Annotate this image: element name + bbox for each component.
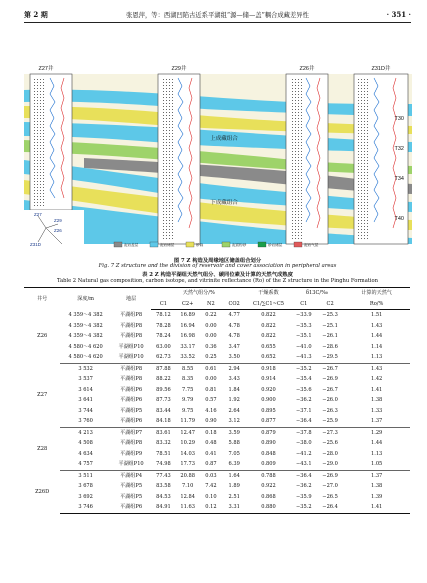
table-cell: 78.24 [156,333,171,340]
table-cell: 0.922 [261,483,276,490]
table-cell: 0.48 [205,440,217,447]
table-cell: 0.18 [205,429,217,436]
table-cell: 87.73 [156,397,171,404]
table-row [24,492,410,503]
map-label: Z27 [34,212,42,217]
location-map [24,210,84,250]
legend-label: 泥质粉砂 [232,243,247,247]
table-cell: 2.51 [228,493,240,500]
table-cell: 1.43 [370,322,383,329]
table-cell: 1.13 [370,450,383,457]
table-cell: 平湖组P7 [120,429,143,436]
table-cell: 平湖组P8 [120,440,143,447]
well-label: Z27井 [38,66,54,72]
legend-swatch [150,242,158,247]
table-cell: −37.8 [296,429,312,436]
table-cell: 4.16 [205,407,217,414]
table-cell: 89.56 [156,386,171,393]
table-cell: 0.895 [261,407,276,414]
table-cell: 平湖组P6 [120,386,143,393]
col-header-co2: CO2 [222,299,246,310]
horizon-label: T40 [394,216,404,222]
table-cell: 平湖组P4 [120,472,143,479]
table-row [24,470,410,481]
legend-swatch [258,242,266,247]
table-cell: 3.31 [222,502,246,513]
table-cell: 33.17 [180,343,195,350]
table-cell: 0.920 [261,386,276,393]
table-cell: −28.0 [322,450,338,457]
table-cell: 78.28 [156,322,171,329]
legend-swatch [222,242,230,247]
table-cell: −43.1 [291,459,317,470]
legend-label: 泥岩气层 [304,243,319,247]
table-cell: 8.35 [182,376,194,383]
table-cell: 0.877 [246,416,290,427]
table-row [24,342,410,353]
table-cell: 1.84 [228,386,240,393]
legend-swatch [294,242,302,247]
well-cell: Z27 [37,392,48,398]
table-cell: 1.13 [343,352,410,363]
well-cell: Z28 [37,445,48,452]
table-cell: 平湖组P8 [120,365,143,372]
table-cell: 87.88 [156,365,171,372]
table-cell: 0.81 [205,386,217,393]
table-cell: 平湖组P10 [118,343,144,350]
table-cell: 0.879 [261,429,276,436]
table-cell: 0.25 [200,352,222,363]
map-label: Z29 [54,218,62,223]
col-header-iso-c2: C2 [317,299,343,310]
running-title: 张恩萍，等：西湖凹陷古近系平湖组“源—储—盖”耦合成藏差异性 [126,12,309,19]
table-cell: 83.58 [156,483,171,490]
table-cell: 0.788 [261,472,276,479]
table-cell: 17.73 [176,459,200,470]
table-cell: 4.77 [228,312,240,319]
table-cell: 11.79 [176,416,200,427]
table-cell: 5.88 [228,440,240,447]
col-header-dry-formula: C1/∑C1~C5 [246,299,290,310]
table-cell: −25.1 [322,322,338,329]
table-cell: 0.22 [205,312,217,319]
table-cell: −35.1 [296,333,312,340]
table-row [24,427,410,438]
table-cell: 0.87 [200,459,222,470]
table-cell: −41.3 [291,352,317,363]
table-cell: −36.4 [291,416,317,427]
table-cell: 0.848 [261,450,276,457]
legend-swatch [114,242,122,247]
table-caption-en: Table 2 Natural gas composition, carbon isotope, and vitrinite reflectance (Ro) of the Z structure in the Pinghu Formation [56,278,379,284]
table-row [24,449,410,460]
table-cell: 0.00 [205,376,217,383]
table-cell: 1.89 [228,483,240,490]
table-cell: 平湖组P8 [120,376,143,383]
table-cell: 33.52 [176,352,200,363]
table-cell: 10.29 [180,440,195,447]
table-cell: −36.2 [296,397,312,404]
table-row [24,374,410,385]
table-cell: 0.822 [261,333,276,340]
table-cell: 3 532 [78,365,93,372]
map-label: Z26 [54,228,62,233]
table-row [24,395,410,406]
col-header-isotope: δ13C/‰ [291,288,344,299]
table-cell: 平湖组P5 [120,483,143,490]
table-cell: 0.655 [261,343,276,350]
col-header-composition: 天然气组分/% [151,288,246,299]
legend-label: 砂砾 [196,243,204,247]
table-row [24,385,410,396]
table-cell: −35.6 [296,386,312,393]
table-cell: −26.5 [322,493,338,500]
table-cell: 平湖组P10 [111,459,151,470]
table-cell: 3 760 [60,416,111,427]
table-row [24,331,410,342]
table-cell: 0.36 [205,343,217,350]
table-cell: 84.91 [151,502,175,513]
table-cell: 84.53 [156,493,171,500]
page-header [24,8,411,23]
col-header-ro-unit: Ro/% [343,299,410,310]
table-cell: 0.809 [246,459,290,470]
table-cell: 0.61 [205,365,217,372]
table-cell: 9.75 [182,407,194,414]
table-cell: 3 641 [78,397,93,404]
table-cell: −26.0 [322,397,338,404]
legend-swatch [186,242,194,247]
table-cell: −35.2 [296,365,312,372]
table-cell: 77.43 [156,472,171,479]
table-cell: −35.2 [291,502,317,513]
table-cell: 12.47 [180,429,195,436]
table-row [24,502,410,513]
table-cell: 1.41 [343,502,410,513]
table-cell: 1.42 [370,376,383,383]
table-cell: 0.652 [246,352,290,363]
table-cell: 4 580～4 620 [60,352,111,363]
table-cell: 12.84 [180,493,195,500]
table-cell: 7.75 [182,386,194,393]
horizon-label: T34 [394,176,404,182]
horizon-label: T32 [394,146,404,152]
table-cell: 1.92 [228,397,240,404]
table-cell: 0.822 [261,322,276,329]
table-cell: 83.61 [156,429,171,436]
col-header-c1: C1 [151,299,175,310]
upper-assemblage-label: 上成藏组合 [210,136,238,142]
table-cell: 3.47 [228,343,240,350]
table-cell: −35.3 [296,322,312,329]
table-cell: −33.9 [296,312,312,319]
table-cell: 4 359～4 382 [68,322,103,329]
table-cell: −29.5 [317,352,343,363]
table-cell: 平湖组P9 [120,450,143,457]
table-cell: 4 580～4 620 [68,343,103,350]
table-cell: 0.41 [205,450,217,457]
table-cell: −26.3 [322,407,338,414]
table-cell: 1.37 [370,472,383,479]
table-cell: 20.88 [180,472,195,479]
table-cell: 78.51 [156,450,171,457]
table-cell: 4 213 [78,429,93,436]
table-cell: −35.9 [296,493,312,500]
table-cell: 16.89 [180,312,195,319]
gas-composition-table [24,287,410,514]
table-cell: 1.43 [370,365,383,372]
table-cell: 0.00 [205,322,217,329]
table-cell: 3 511 [78,472,93,479]
table-cell: 1.41 [370,386,383,393]
col-header-c2plus: C2+ [176,299,200,310]
col-header-n2: N2 [200,299,222,310]
table-cell: 4.78 [228,322,240,329]
issue-number: 第 2 期 [24,10,48,19]
table-cell: −37.1 [296,407,312,414]
table-cell: 1.29 [370,429,383,436]
table-cell: 4 359～4 382 [68,333,103,340]
table-cell: 0.890 [261,440,276,447]
table-row [24,352,410,363]
table-cell: 1.14 [370,343,383,350]
table-cell: 平湖组P5 [120,407,143,414]
table-cell: 2.94 [228,365,240,372]
table-cell: 1.05 [343,459,410,470]
table-cell: 78.12 [156,312,171,319]
table-cell: −41.0 [296,343,312,350]
table-cell: 4 359～4 382 [68,312,103,318]
table-cell: −26.7 [322,365,338,372]
table-cell: 0.03 [205,472,217,479]
table-cell: 16.94 [180,322,195,329]
table-cell: 3 614 [78,386,93,393]
table-cell: 0.822 [261,312,276,319]
col-header-layer: 地层 [111,288,151,310]
well-label: Z26井 [299,66,315,72]
col-header-iso-c1: C1 [291,299,317,310]
table-cell: 0.900 [261,397,276,404]
table-cell: −26.7 [322,386,338,393]
table-cell: 3 744 [78,407,93,414]
table-cell: 平湖组P8 [120,322,143,329]
legend-label: 泥岩盖层 [124,243,139,247]
table-cell: 14.03 [180,450,195,457]
table-cell: 0.868 [261,493,276,500]
reservoir-cross-section-figure [24,60,412,254]
table-cell: 0.12 [200,502,222,513]
table-cell: 2.64 [228,407,240,414]
well-cell: Z26D [35,488,50,495]
table-cell: −26.9 [322,472,338,479]
table-cell: 4 634 [78,450,93,457]
table-cell: 11.63 [176,502,200,513]
table-row [24,310,410,321]
map-label: Z31D [30,242,42,247]
table-cell: 4 757 [60,459,111,470]
table-cell: −29.0 [317,459,343,470]
table-cell: 1.39 [370,493,383,500]
table-row [24,321,410,332]
col-header-depth: 深度/m [60,288,111,310]
table-cell: 1.51 [370,312,383,319]
col-header-well: 井号 [24,288,60,310]
table-cell: 平湖组P8 [120,312,143,318]
table-cell: 63.00 [156,343,171,350]
table-cell: 83.32 [156,440,171,447]
legend-label: 砂岩储层 [268,243,283,247]
table-cell: 3 678 [78,483,93,490]
table-cell: 3.59 [228,429,240,436]
table-cell: 88.22 [156,376,171,383]
table-cell: −35.4 [296,376,312,383]
table-cell: 平湖组P5 [120,493,143,500]
table-row [24,438,410,449]
figure-caption-en: Fig. 7 Z structure and the division of reservoir and cover association in peripheral areas [98,263,337,269]
well-label: Z31D井 [371,66,391,72]
table-row [24,363,410,374]
table-cell: 1.64 [228,472,240,479]
table-cell: 3 692 [78,493,93,500]
table-cell: 83.44 [156,407,171,414]
table-cell: 8.55 [182,365,194,372]
table-cell: 0.57 [205,397,217,404]
table-cell: −36.4 [296,472,312,479]
table-cell: 3 537 [78,376,93,383]
table-cell: 16.98 [180,333,195,340]
table-cell: −25.6 [322,440,338,447]
table-cell: 平湖组P6 [120,397,143,404]
well-cell: Z26 [37,333,48,340]
table-cell: −36.2 [296,483,312,490]
table-cell: −26.4 [317,502,343,513]
table-cell: 84.18 [151,416,175,427]
table-cell: 4.78 [228,333,240,340]
table-cell: 平湖组P8 [120,333,143,340]
table-cell: 7.05 [228,450,240,457]
figure-caption-cn: 图 7 Z 构造及周缘地区储盖组合划分 [173,258,262,264]
col-header-ro: 计算的天然气 [343,288,410,299]
legend-label: 泥岩储层 [160,243,175,247]
table-cell: 62.73 [151,352,175,363]
table-cell: −28.6 [322,343,338,350]
table-cell: −27.0 [322,483,338,490]
table-cell: 3 746 [60,502,111,513]
page-number: · 351 · [386,10,411,19]
table-cell: 0.90 [200,416,222,427]
table-cell: 3.43 [228,376,240,383]
table-cell: 0.00 [205,333,217,340]
horizon-label: T30 [394,116,404,122]
table-cell: 6.39 [222,459,246,470]
table-cell: 74.98 [151,459,175,470]
table-cell: 7.42 [205,483,217,490]
table-cell: −41.2 [296,450,312,457]
table-cell: 1.38 [370,397,383,404]
table-cell: 3.12 [222,416,246,427]
table-cell: 1.33 [370,407,383,414]
table-cell: 1.38 [370,483,383,490]
table-caption-cn: 表 2 Z 构造平湖组天然气组分、碳同位素及计算的天然气成熟度 [142,272,293,278]
table-cell: 9.79 [182,397,194,404]
table-cell: 3.50 [222,352,246,363]
table-cell: −26.1 [322,333,338,340]
table-cell: 4 508 [78,440,93,447]
table-cell: 1.37 [343,416,410,427]
table-cell: 1.44 [370,333,383,340]
col-header-dryness: 干燥系数 [246,288,290,299]
table-cell: 平湖组P6 [111,502,151,513]
table-cell: −25.9 [317,416,343,427]
table-cell: −38.0 [296,440,312,447]
table-cell: −26.9 [322,376,338,383]
table-row [24,481,410,492]
table-cell: 0.914 [261,376,276,383]
table-row [24,416,410,427]
table-cell: 平湖组P10 [111,352,151,363]
lower-assemblage-label: 下成藏组合 [210,200,238,206]
table-cell: 7.10 [182,483,194,490]
table-row [24,459,410,470]
table-cell: 0.10 [205,493,217,500]
table-cell: 0.918 [261,365,276,372]
table-cell: −27.3 [322,429,338,436]
table-cell: 平湖组P6 [111,416,151,427]
table-cell: −25.3 [322,312,338,319]
table-cell: 1.44 [370,440,383,447]
table-cell: 0.880 [246,502,290,513]
well-label: Z29井 [171,66,187,72]
table-row [24,406,410,417]
